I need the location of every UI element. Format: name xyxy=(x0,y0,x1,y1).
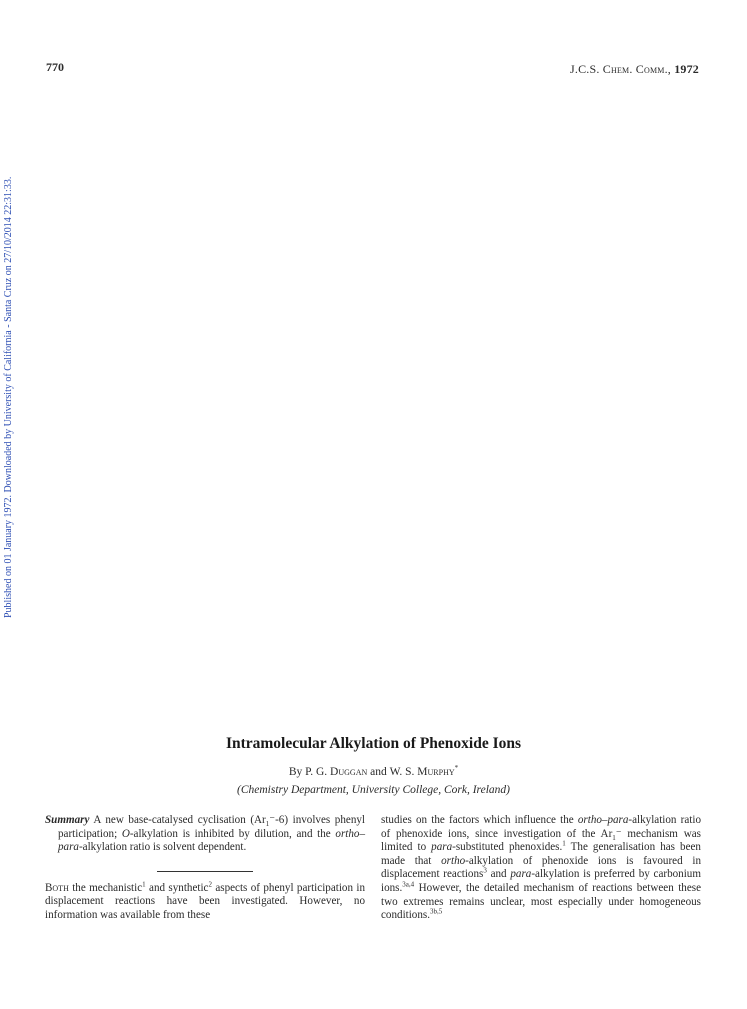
summary-text: ⁻-6) involves phenyl participation; xyxy=(58,814,366,840)
ref-sup: 2 xyxy=(208,880,212,889)
italic-para: para xyxy=(510,868,532,881)
ar-sub: 1 xyxy=(612,833,616,842)
italic-para: para xyxy=(431,841,453,854)
italic-ortho: ortho xyxy=(441,854,466,867)
body-text: The generalisation has been made that xyxy=(381,841,701,867)
download-watermark: Published on 01 January 1972. Downloaded by University of California - Santa Cruz on 27/10/2014 22:31:33. xyxy=(3,176,14,618)
author-murphy: W. S. Murphy xyxy=(389,766,455,778)
article-title: Intramolecular Alkylation of Phenoxide Ions xyxy=(225,735,522,752)
summary-text: A new base-catalysed cyclisation (Ar xyxy=(89,814,266,826)
body-text: -alkylation is preferred by carbonium ions. xyxy=(381,868,701,894)
corresponding-mark: * xyxy=(454,764,459,773)
page-number: 770 xyxy=(46,60,64,74)
journal-abbrev: J.C.S. xyxy=(570,62,600,76)
summary-paragraph xyxy=(45,814,365,855)
summary-lead: Summary xyxy=(45,814,90,826)
byline xyxy=(0,766,747,778)
body-text: studies on the factors which influence the xyxy=(381,814,578,826)
summary-italic-o: O xyxy=(121,827,130,840)
body-text: -alkylation of phenoxide ions is favoured in displacement reactions xyxy=(381,854,701,881)
body-text: aspects of phenyl participation in displacement reactions have been investigated. However, no information was available from these xyxy=(45,881,366,921)
section-divider xyxy=(157,871,253,872)
body-lead-word: Both xyxy=(45,881,69,894)
summary-text: -alkylation ratio is solvent dependent. xyxy=(78,841,247,854)
by-label: By xyxy=(288,766,303,778)
journal-year: 1972 xyxy=(674,62,699,76)
summary-italic-ortho-para: ortho–para xyxy=(58,827,365,854)
body-text: and synthetic xyxy=(145,881,209,894)
italic-ortho-para: ortho–para xyxy=(577,814,629,826)
journal-header xyxy=(570,62,699,77)
ref-sup: 3b,5 xyxy=(430,907,443,916)
right-column xyxy=(381,814,701,923)
ref-sup: 3a,4 xyxy=(402,880,415,889)
body-text: -alkylation ratio of phenoxide ions, since investigation of the Ar xyxy=(381,814,701,840)
ref-sup: 3 xyxy=(483,866,487,875)
body-text: the mechanistic xyxy=(68,881,143,894)
body-text: However, the detailed mechanism of reactions between these two extremes remains unclear, most especially under homogeneous conditions. xyxy=(381,881,701,922)
summary-sub: 1 xyxy=(265,820,270,829)
journal-chem: Chem. xyxy=(602,62,633,76)
ref-sup: 1 xyxy=(142,880,146,889)
journal-comm: Comm., xyxy=(635,62,671,76)
and-label: and xyxy=(370,766,387,778)
body-text: and xyxy=(486,868,511,881)
author-duggan: P. G. Duggan xyxy=(305,766,368,778)
affiliation: (Chemistry Department, University College, Cork, Ireland) xyxy=(237,784,510,796)
left-column xyxy=(45,814,365,923)
body-paragraph-left xyxy=(45,882,365,923)
ref-sup: 1 xyxy=(562,839,566,848)
body-paragraph-right xyxy=(381,814,701,923)
body-text: -substituted phenoxides. xyxy=(452,841,563,854)
summary-text: -alkylation is inhibited by dilution, and the xyxy=(129,827,336,840)
body-text: ⁻ mechanism was limited to xyxy=(381,827,701,854)
